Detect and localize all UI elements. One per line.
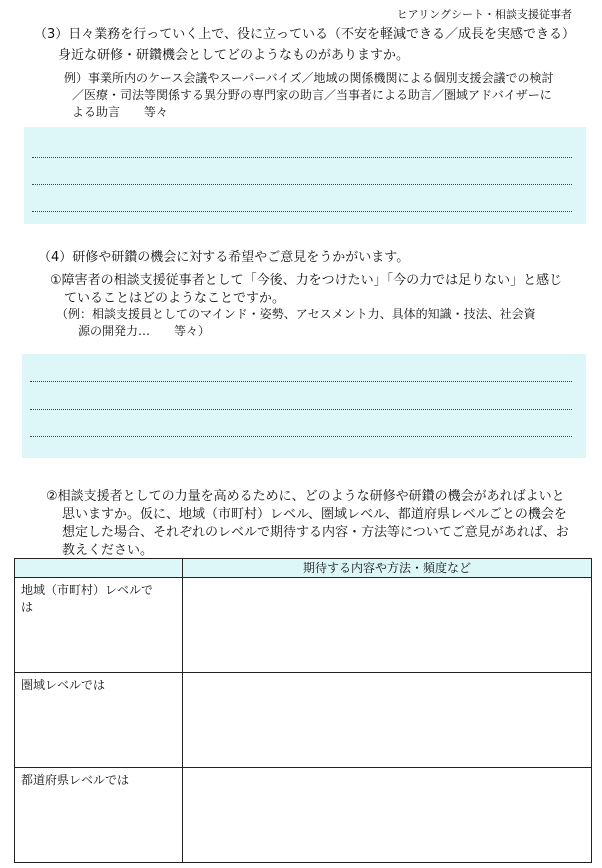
question-4-sub1-line1: ①障害者の相談支援従事者として「今後、力をつけたい」「今の力では足りない」と感じ <box>50 273 563 288</box>
table-row-municipal <box>15 578 592 673</box>
levels-table <box>14 558 592 863</box>
row-label-municipal-line2: は <box>21 600 34 614</box>
question-4-sub1-example-line1: （例：相談支援員としてのマインド・姿勢、アセスメント力、具体的知識・技法、社会資 <box>56 307 536 321</box>
question-4-sub1-example-line2: 源の開発力… 等々） <box>78 324 211 338</box>
answer-cell-regional[interactable] <box>183 673 592 768</box>
question-3-example-line3: よる助言 等々 <box>72 105 169 119</box>
row-label-regional-text: 圏域レベルでは <box>21 678 106 692</box>
row-label-prefectural-text: 都道府県レベルでは <box>21 773 130 787</box>
question-4-sub2-line1: ②相談支援者としての力量を高めるために、どのような研修や研鑽の機会があればよいと <box>46 489 565 504</box>
question-4-sub2 <box>46 488 586 560</box>
question-3-example-line1: 例）事業所内のケース会議やスーパーバイズ／地域の関係機関による個別支援会議での検討 <box>64 71 554 85</box>
question-4-title: （4）研修や研鑽の機会に対する希望やご意見をうかがいます。 <box>38 250 410 265</box>
question-3-answer-area[interactable] <box>24 127 586 224</box>
row-label-regional <box>15 673 183 768</box>
question-4-sub1-line2: ていることはどのようなことですか。 <box>64 291 286 306</box>
answer-line <box>30 409 572 410</box>
levels-table-header-blank <box>15 559 183 578</box>
question-3-title-line1: （3）日々業務を行っていく上で、役に立っている（不安を軽減できる／成長を実感できる） <box>34 27 576 42</box>
sheet-header-note: ヒアリングシート・相談支援従事者 <box>396 8 572 21</box>
answer-line <box>32 211 572 212</box>
table-row-prefectural <box>15 768 592 863</box>
question-4-sub2-line2: 思いますか。仮に、地域（市町村）レベル、圏域レベル、都道府県レベルごとの機会を <box>62 507 567 522</box>
answer-line <box>30 436 572 437</box>
question-4-sub2-line3: 想定した場合、それぞれのレベルで期待する内容・方法等についてご意見があれば、お <box>62 525 569 540</box>
row-label-municipal-line1: 地域（市町村）レベルで <box>21 583 154 597</box>
answer-line <box>32 157 572 158</box>
answer-cell-municipal[interactable] <box>183 578 592 673</box>
question-4-sub1 <box>50 272 584 308</box>
question-4-sub1-example <box>56 306 586 340</box>
levels-table-header-row <box>15 559 592 578</box>
table-row-regional <box>15 673 592 768</box>
levels-table-header-expectations: 期待する内容や方法・頻度など <box>183 559 592 578</box>
question-4-sub2-line4: 教えください。 <box>62 543 154 558</box>
question-3-example <box>64 70 584 121</box>
row-label-municipal <box>15 578 183 673</box>
answer-line <box>30 381 572 382</box>
question-4-sub1-answer-area[interactable] <box>22 354 586 458</box>
answer-cell-prefectural[interactable] <box>183 768 592 863</box>
row-label-prefectural <box>15 768 183 863</box>
answer-line <box>32 184 572 185</box>
question-3-example-line2: ／医療・司法等関係する異分野の専門家の助言／当事者による助言／圏域アドバイザーに <box>72 88 552 102</box>
question-3-title-line2: 身近な研修・研鑽機会としてどのようなものがありますか。 <box>58 48 410 63</box>
